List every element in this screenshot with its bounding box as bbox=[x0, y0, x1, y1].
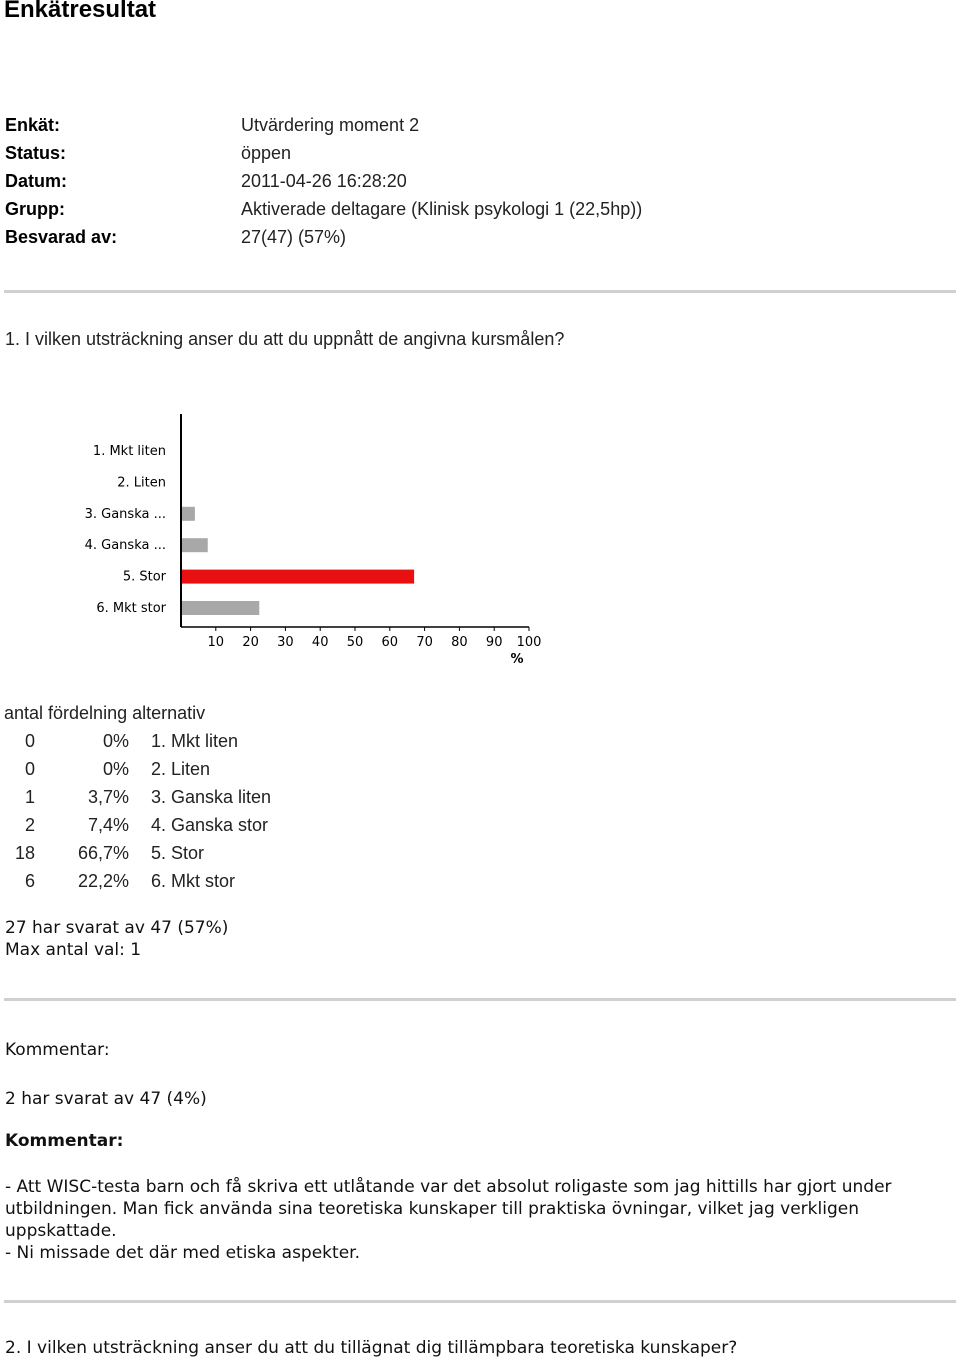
chart-tick-label: 20 bbox=[242, 635, 259, 650]
distribution-label: 3. Ganska liten bbox=[151, 787, 272, 807]
comment-line: - Ni missade det där med etiska aspekter. bbox=[5, 1243, 360, 1263]
divider bbox=[4, 290, 956, 293]
chart-tick-label: 10 bbox=[207, 635, 225, 650]
distribution-row bbox=[0, 787, 400, 815]
question-2: 2. I vilken utsträckning anser du att du tillägnat dig tillämpbara teoretiska kunskaper? bbox=[5, 1338, 738, 1358]
distribution-count: 0 bbox=[24, 759, 35, 779]
distribution-count: 18 bbox=[14, 843, 35, 863]
comment-label: Kommentar: bbox=[5, 1131, 124, 1151]
results-bar-chart bbox=[60, 412, 560, 674]
distribution-count: 1 bbox=[24, 787, 35, 807]
comment-line: - Att WISC-testa barn och få skriva ett utlåtande var det absolut roligaste som jag hittills har gjort under bbox=[5, 1177, 892, 1197]
distribution-count: 2 bbox=[24, 815, 35, 835]
distribution-label: 2. Liten bbox=[151, 759, 211, 779]
distribution-row bbox=[0, 815, 400, 843]
date-label: Datum: bbox=[5, 171, 67, 191]
distribution-label: 4. Ganska stor bbox=[151, 815, 269, 835]
distribution-percent: 66,7% bbox=[77, 843, 129, 863]
status-value: öppen bbox=[241, 143, 292, 163]
answered-summary: 27 har svarat av 47 (57%) bbox=[5, 918, 229, 938]
chart-bars bbox=[182, 507, 414, 615]
comment-text bbox=[5, 1176, 955, 1264]
comment-title: Kommentar: bbox=[5, 1040, 110, 1060]
chart-tick-label: 100 bbox=[516, 635, 542, 650]
distribution-percent: 22,2% bbox=[77, 871, 129, 891]
chart-category-labels bbox=[85, 444, 167, 616]
chart-category-label: 4. Ganska ... bbox=[84, 538, 166, 554]
distribution-row bbox=[0, 759, 400, 787]
group-value: Aktiverade deltagare (Klinisk psykologi 1 (22,5hp)) bbox=[241, 199, 643, 219]
distribution-percent: 0% bbox=[102, 759, 129, 779]
chart-x-label: % bbox=[510, 652, 524, 667]
chart-tick-label: 80 bbox=[451, 635, 468, 650]
chart-bar bbox=[182, 601, 259, 615]
date-value: 2011-04-26 16:28:20 bbox=[241, 171, 407, 191]
distribution-row bbox=[0, 731, 400, 759]
distribution-label: 6. Mkt stor bbox=[151, 871, 236, 891]
comment-answered: 2 har svarat av 47 (4%) bbox=[5, 1089, 207, 1109]
chart-tick-label: 90 bbox=[485, 635, 503, 650]
answered-value: 27(47) (57%) bbox=[241, 227, 347, 247]
question-1: 1. I vilken utsträckning anser du att du uppnått de angivna kursmålen? bbox=[5, 329, 565, 349]
distribution-header: antal fördelning alternativ bbox=[4, 703, 206, 723]
distribution-count: 6 bbox=[24, 871, 35, 891]
distribution-count: 0 bbox=[24, 731, 35, 751]
distribution-percent: 3,7% bbox=[87, 787, 129, 807]
chart-bar bbox=[182, 538, 208, 552]
comment-line: utbildningen. Man fick använda sina teoretiska kunskaper till praktiska övningar, vilket jag verkligen bbox=[5, 1199, 859, 1219]
distribution-row bbox=[0, 871, 400, 899]
status-label: Status: bbox=[5, 143, 67, 163]
distribution-label: 5. Stor bbox=[151, 843, 205, 863]
distribution-percent: 0% bbox=[102, 731, 129, 751]
divider bbox=[4, 998, 956, 1001]
divider bbox=[4, 1300, 956, 1303]
comment-line: uppskattade. bbox=[5, 1221, 117, 1241]
group-label: Grupp: bbox=[5, 199, 65, 219]
chart-bar bbox=[182, 507, 195, 521]
chart-tick-label: 70 bbox=[416, 635, 433, 650]
chart-x-ticks bbox=[208, 627, 542, 650]
survey-label: Enkät: bbox=[5, 115, 61, 135]
distribution-percent: 7,4% bbox=[87, 815, 129, 835]
distribution-row bbox=[0, 843, 400, 871]
chart-tick-label: 50 bbox=[346, 635, 364, 650]
chart-category-label: 6. Mkt stor bbox=[96, 601, 166, 616]
chart-category-label: 3. Ganska ... bbox=[84, 506, 166, 522]
chart-tick-label: 30 bbox=[277, 635, 294, 650]
distribution-label: 1. Mkt liten bbox=[151, 731, 239, 751]
chart-category-label: 2. Liten bbox=[117, 475, 166, 491]
chart-tick-label: 40 bbox=[311, 635, 329, 650]
max-choices: Max antal val: 1 bbox=[5, 940, 142, 960]
chart-bar bbox=[182, 570, 414, 584]
answered-label: Besvarad av: bbox=[5, 227, 118, 247]
survey-value: Utvärdering moment 2 bbox=[241, 115, 420, 135]
page-title: Enkätresultat bbox=[4, 0, 157, 23]
chart-category-label: 1. Mkt liten bbox=[92, 444, 166, 459]
chart-tick-label: 60 bbox=[381, 635, 399, 650]
chart-category-label: 5. Stor bbox=[122, 569, 166, 585]
